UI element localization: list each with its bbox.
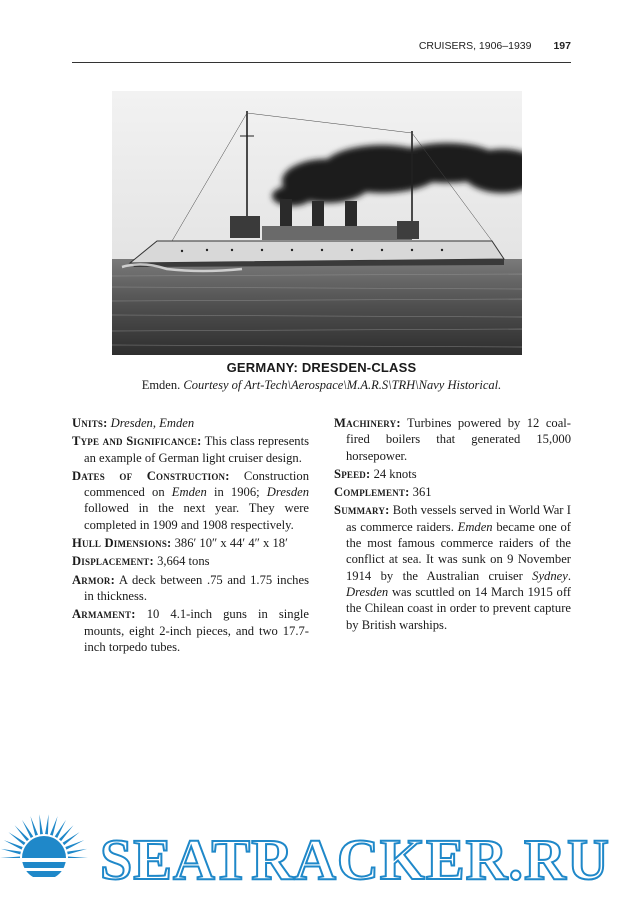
running-head: [72, 40, 571, 60]
spec-text: 361: [412, 485, 432, 500]
watermark: [0, 808, 643, 907]
spec-text: A deck between .75 and 1.75 inches in thickness.: [84, 572, 309, 603]
sun-logo-icon: [0, 808, 100, 907]
spec-text: Sydney: [532, 568, 568, 583]
spec-label: Displacement:: [72, 554, 154, 569]
spec-label: Summary:: [334, 503, 390, 518]
spec-text: Turbines powered by 12 coal-fired boilers that generated 15,000 horsepower.: [346, 416, 572, 463]
spec-label: Complement:: [334, 485, 410, 500]
spec-text: Both vessels served in World War I as commerce raiders.: [346, 503, 571, 534]
sun-ray: [30, 816, 38, 836]
spec-entry: [72, 535, 309, 551]
spec-entry: [334, 484, 571, 500]
spec-text: Emden: [457, 519, 493, 534]
spec-text: ,: [152, 416, 160, 430]
spec-label: Type and Significance:: [72, 434, 202, 449]
spec-text: Emden: [171, 485, 207, 500]
caption-credit: Courtesy of Art-Tech\Aerospace\M.A.R.S\TRH\Navy Historical.: [183, 378, 502, 392]
spec-text: Emden: [159, 416, 195, 430]
spec-text: became one of the most famous commerce raiders of the conflict at sea. It was sunk on 9 November 1914 by the Australian cruiser: [346, 519, 572, 583]
caption-ship-name: Emden.: [141, 378, 181, 392]
spec-text: followed in the next year. They were completed in 1909 and 1908 respectively.: [84, 501, 309, 532]
spec-entry: [72, 433, 309, 466]
spec-entry: [72, 415, 309, 431]
sun-ray: [39, 814, 43, 834]
spec-entry: [72, 572, 309, 605]
watermark-text: SEATRACKER.RU: [100, 827, 610, 892]
spec-label: Hull Dimensions:: [72, 536, 172, 551]
spec-text: 10 4.1-inch guns in single mounts, eight 2-inch pieces, and two 17.7-inch torpedo tubes.: [84, 607, 309, 654]
sun-ray: [1, 849, 21, 855]
spec-text: Dresden: [266, 485, 309, 500]
spec-text: Dresden: [110, 416, 153, 430]
spec-label: Dates of Construction:: [72, 468, 230, 483]
right-column: [334, 415, 571, 635]
spec-text: .: [567, 568, 571, 583]
spec-entry: [72, 606, 309, 655]
spec-label: Armament:: [72, 607, 136, 622]
spec-label: Speed:: [334, 466, 371, 481]
spec-label: Units:: [72, 416, 108, 430]
section-title: CRUISERS, 1906–1939: [418, 40, 532, 52]
ship-photo: [112, 91, 522, 355]
header-rule: [72, 62, 571, 63]
spec-text: 3,664 tons: [157, 554, 210, 569]
spec-label: Machinery:: [334, 416, 401, 430]
figure-title: GERMANY: DRESDEN-CLASS: [226, 360, 417, 375]
spec-entry: [72, 553, 309, 569]
figure-caption: [72, 378, 571, 393]
spec-text: 24 knots: [373, 466, 417, 481]
spec-entry: [334, 466, 571, 482]
spec-text: in 1906;: [206, 485, 267, 500]
page-number: 197: [553, 40, 571, 52]
sun-ray: [67, 849, 87, 855]
spec-text: was scuttled on 14 March 1915 off the Chilean coast in order to prevent capture by British warships.: [346, 584, 571, 632]
spec-entry: [72, 468, 309, 533]
sun-ray: [45, 814, 49, 834]
spec-entry: [334, 502, 571, 632]
spec-entry: [334, 415, 571, 464]
spec-text: 386′ 10″ x 44′ 4″ x 18′: [174, 536, 288, 551]
spec-text: This class represents an example of German light cruiser design.: [84, 434, 309, 465]
sun-ray: [50, 816, 58, 836]
left-column: [72, 415, 309, 657]
cruiser-photo-image: [112, 91, 522, 355]
spec-label: Armor:: [72, 572, 115, 587]
spec-text: Dresden: [346, 584, 389, 599]
spec-text: Construction commenced on: [84, 468, 309, 500]
